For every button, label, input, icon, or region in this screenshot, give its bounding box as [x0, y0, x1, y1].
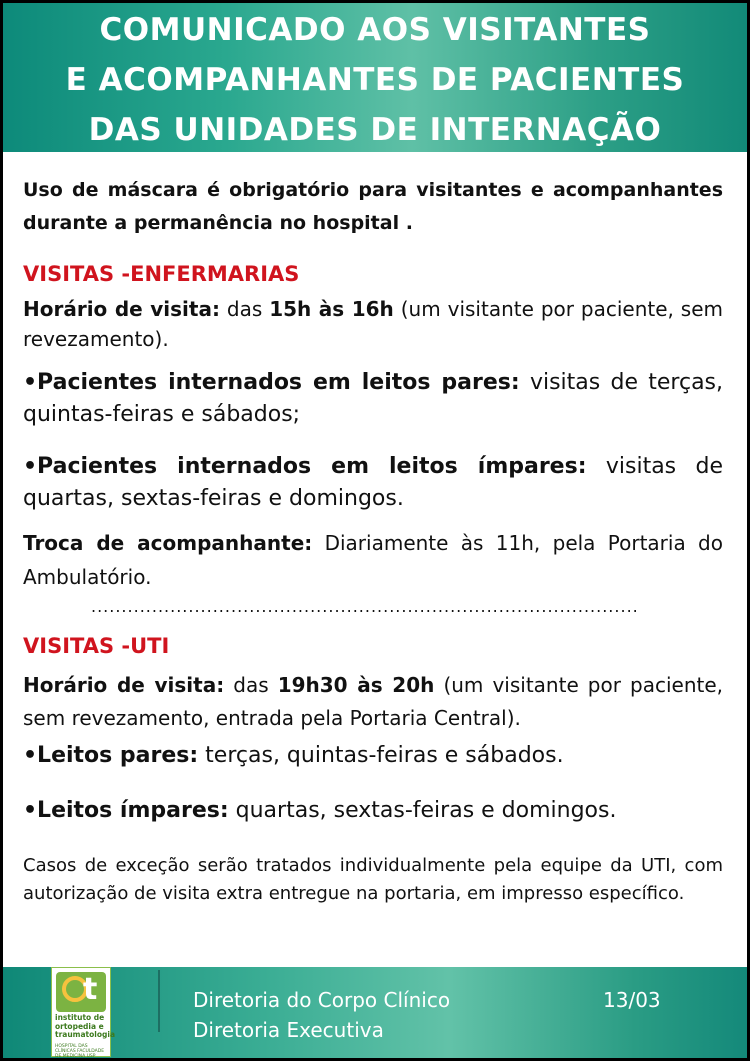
troca-text: Diariamente às 11h, pela Portaria do Ambulatório. — [23, 531, 723, 589]
uti-horario-label: Horário de visita: — [23, 673, 225, 697]
impares-label: •Pacientes internados em leitos ímpares: — [23, 454, 587, 479]
horario-time: 15h às 16h — [269, 297, 394, 321]
header-line-1: COMUNICADO AOS VISITANTES — [99, 12, 651, 48]
mask-notice: Uso de máscara é obrigatório para visitantes e acompanhantes durante a permanência no hospital . — [23, 179, 723, 234]
logo-text: instituto de ortopedia e traumatologia — [55, 1013, 116, 1039]
uti-pares-label: •Leitos pares: — [23, 743, 199, 768]
notice-body — [3, 152, 747, 967]
uti-pares-text: terças, quintas-feiras e sábados. — [198, 743, 564, 768]
logo-subtext: HOSPITAL DAS CLÍNICAS FACULDADE DE MEDICINA USP — [55, 1044, 105, 1059]
iot-logo — [51, 967, 116, 1059]
uti-impares-label: •Leitos ímpares: — [23, 798, 229, 823]
horario-post: (um visitante por paciente, sem revezamento). — [23, 297, 724, 351]
section-title-enfermarias: VISITAS -ENFERMARIAS — [23, 262, 300, 286]
enfermarias-horario — [23, 294, 723, 354]
pares-text: visitas de terças, quintas-feiras e sábados; — [23, 370, 724, 427]
dotted-divider: .......................................................................................... — [91, 597, 639, 616]
header-line-2: E ACOMPANHANTES DE PACIENTES — [65, 62, 685, 98]
uti-horario — [23, 669, 723, 735]
impares-text: visitas de quartas, sextas-feiras e domingos. — [23, 454, 723, 511]
footer-dept-2: Diretoria Executiva — [193, 1018, 384, 1042]
logo-t-glyph: t — [83, 972, 98, 1007]
footer-date: 13/03 — [603, 988, 661, 1012]
horario-pre: das — [219, 297, 270, 321]
uti-horario-pre: das — [224, 673, 278, 697]
uti-horario-time: 19h30 às 20h — [277, 673, 435, 697]
horario-label: Horário de visita: — [23, 297, 220, 321]
header-banner — [3, 3, 747, 152]
header-line-3: DAS UNIDADES DE INTERNAÇÃO — [88, 112, 662, 148]
section-title-uti: VISITAS -UTI — [23, 634, 170, 658]
troca-label: Troca de acompanhante: — [23, 531, 313, 555]
troca-acompanhante — [23, 526, 723, 594]
footer-banner — [3, 967, 747, 1058]
enfermarias-pares — [23, 367, 723, 431]
footer-dept-1: Diretoria do Corpo Clínico — [193, 988, 451, 1012]
uti-horario-post: (um visitante por paciente, sem revezamento, entrada pela Portaria Central). — [23, 673, 723, 730]
uti-impares-text: quartas, sextas-feiras e domingos. — [228, 798, 617, 823]
uti-casos-excecao: Casos de exceção serão tratados individualmente pela equipe da UTI, com autorização de visita extra entregue na portaria, em impresso específico. — [23, 855, 723, 904]
footer-divider — [158, 970, 160, 1032]
enfermarias-impares — [23, 451, 723, 515]
pares-label: •Pacientes internados em leitos pares: — [23, 370, 520, 395]
uti-impares — [23, 795, 723, 827]
uti-pares — [23, 740, 723, 772]
